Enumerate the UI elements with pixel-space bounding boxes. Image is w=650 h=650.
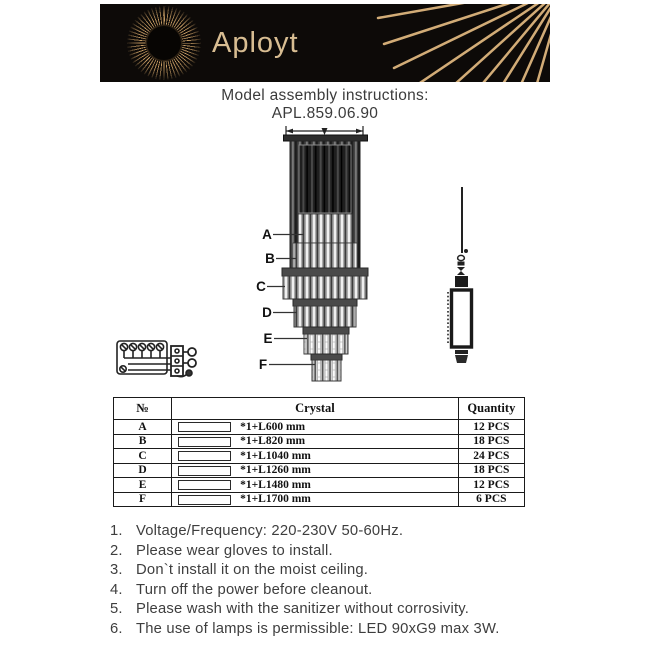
item-number: 6. <box>110 620 123 637</box>
col-header-num: № <box>114 398 172 420</box>
crystal-cell <box>172 463 459 478</box>
crystal-shape-icon <box>178 495 231 505</box>
quantity-value: 6 PCS <box>458 492 524 507</box>
label-C: C <box>256 279 266 294</box>
crystal-cell <box>172 434 459 449</box>
crystal-cell <box>172 478 459 493</box>
col-header-crystal: Crystal <box>172 398 459 420</box>
table-row <box>114 434 525 449</box>
table-row <box>114 492 525 507</box>
quantity-value: 18 PCS <box>458 434 524 449</box>
item-text: Please wash with the sanitizer without corrosivity. <box>136 601 470 618</box>
item-text: The use of lamps is permissible: LED 90xG9 max 3W. <box>136 620 500 637</box>
crystal-shape-icon <box>178 466 231 476</box>
part-letter: B <box>114 434 172 449</box>
crystal-length: *1+L600 mm <box>240 420 306 433</box>
item-number: 1. <box>110 523 123 539</box>
col-header-quantity: Quantity <box>458 398 524 420</box>
table-row <box>114 478 525 493</box>
crystal-cell <box>172 492 459 507</box>
quantity-value: 12 PCS <box>458 420 524 435</box>
model-code: APL.859.06.90 <box>271 104 379 122</box>
item-text: Please wear gloves to install. <box>136 542 333 559</box>
table-row <box>114 420 525 435</box>
crystal-length: *1+L1260 mm <box>240 464 311 477</box>
item-text: Turn off the power before cleanout. <box>136 581 373 598</box>
list-item <box>110 581 555 601</box>
item-number: 5. <box>110 601 123 618</box>
part-letter: F <box>114 492 172 507</box>
mounting-bracket-drawing <box>117 341 196 377</box>
item-number: 3. <box>110 562 123 579</box>
label-F: F <box>258 357 268 372</box>
list-item <box>110 600 555 620</box>
table-row <box>114 463 525 478</box>
table-row <box>114 449 525 464</box>
part-letter: A <box>114 420 172 435</box>
label-E: E <box>263 331 273 346</box>
part-letter: D <box>114 463 172 478</box>
crystal-length: *1+L1480 mm <box>240 478 311 491</box>
quantity-value: 12 PCS <box>458 478 524 493</box>
list-item <box>110 561 555 581</box>
label-A: A <box>262 227 272 242</box>
doc-title: Model assembly instructions: <box>221 87 429 104</box>
item-number: 4. <box>110 581 123 598</box>
brand-name: Aployt <box>212 27 299 59</box>
ceiling-canopy <box>284 135 368 141</box>
parts-table <box>113 397 525 507</box>
item-text: Don`t install it on the moist ceiling. <box>136 562 369 579</box>
brand-banner <box>100 4 550 82</box>
crystal-shape-icon <box>178 451 231 461</box>
list-item <box>110 620 555 640</box>
table-header-row <box>114 398 525 420</box>
list-item <box>110 522 555 542</box>
part-letter: E <box>114 478 172 493</box>
crystal-shape-icon <box>178 480 231 490</box>
sunburst-logo-icon <box>127 6 201 80</box>
title-block <box>0 87 650 122</box>
item-number: 2. <box>110 542 123 559</box>
crystal-shape-icon <box>178 437 231 447</box>
corner-rays-decoration <box>360 4 550 82</box>
crystal-cell <box>172 449 459 464</box>
crystal-cell <box>172 420 459 435</box>
crystal-length: *1+L1040 mm <box>240 449 311 462</box>
quantity-value: 24 PCS <box>458 449 524 464</box>
instruction-list <box>110 522 555 640</box>
crystal-shape-icon <box>178 422 231 432</box>
item-text: Voltage/Frequency: 220-230V 50-60Hz. <box>136 523 404 539</box>
part-letter: C <box>114 449 172 464</box>
label-B: B <box>265 251 275 266</box>
assembly-diagram <box>95 125 515 395</box>
list-item <box>110 542 555 562</box>
crystal-length: *1+L1700 mm <box>240 493 311 506</box>
label-D: D <box>262 305 272 320</box>
crystal-strand-drawing <box>448 187 472 363</box>
quantity-value: 18 PCS <box>458 463 524 478</box>
chandelier-drawing <box>282 126 368 381</box>
crystal-length: *1+L820 mm <box>240 435 306 448</box>
